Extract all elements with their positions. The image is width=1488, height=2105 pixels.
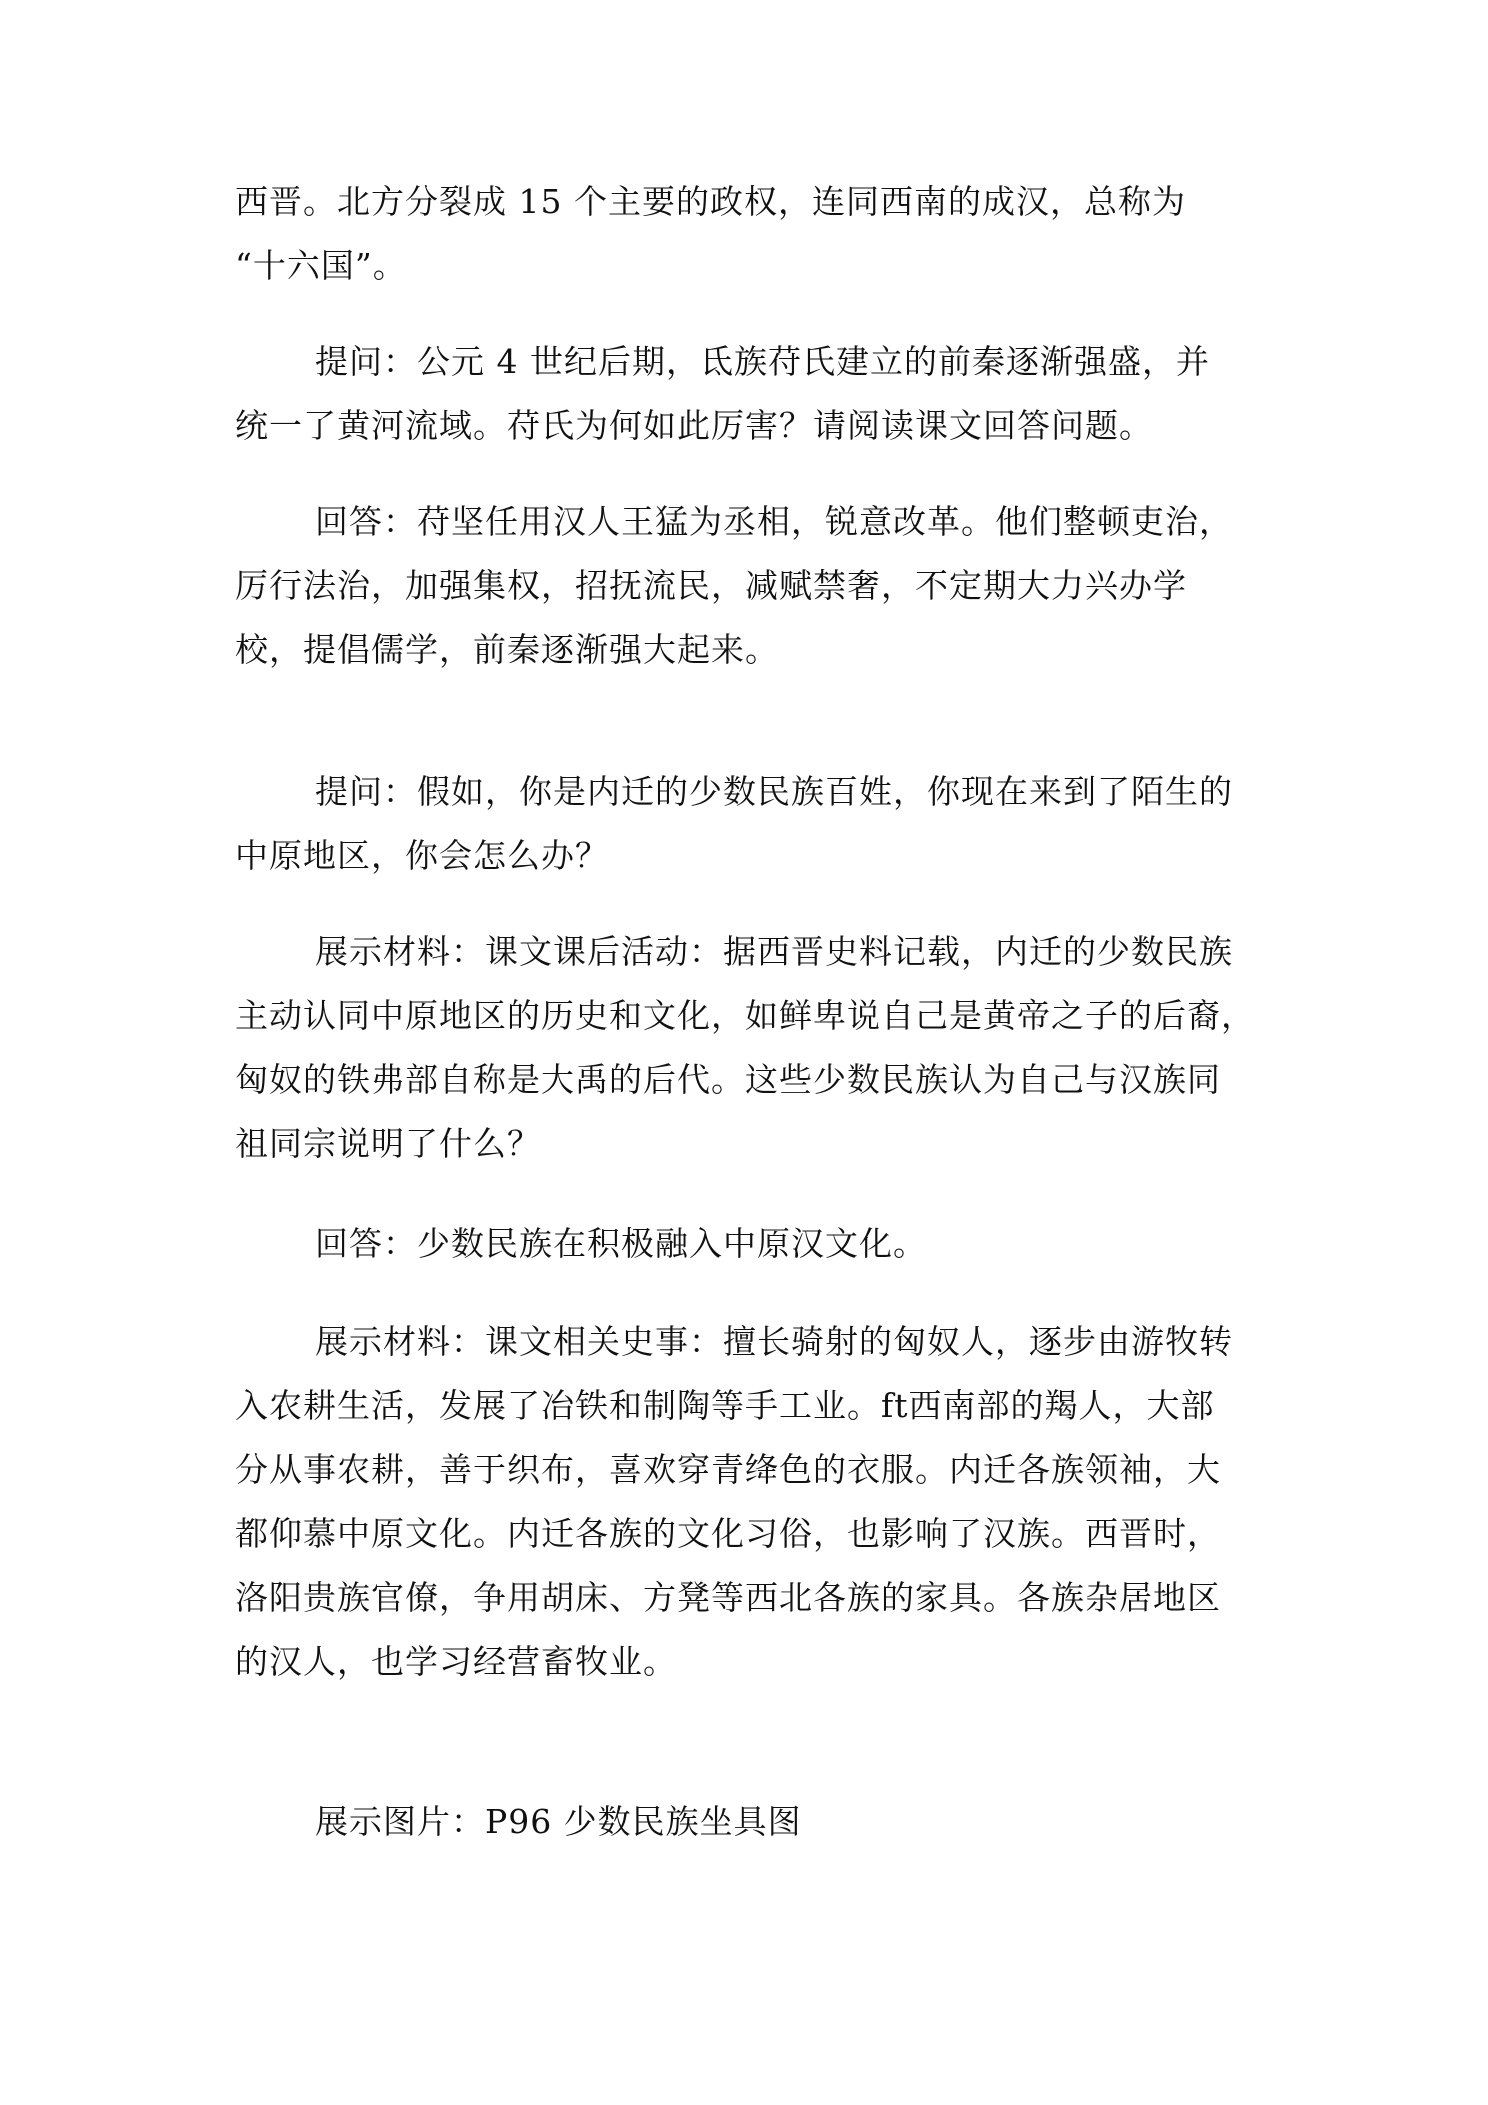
text-line: 都仰慕中原文化。内迁各族的文化习俗，也影响了汉族。西晋时， [235, 1514, 1221, 1553]
text-line: 厉行法治，加强集权，招抚流民，减赋禁奢，不定期大力兴办学 [235, 566, 1187, 605]
text-line: 回答：苻坚任用汉人王猛为丞相，锐意改革。他们整顿吏治， [315, 502, 1233, 541]
text-line: 展示材料：课文相关史事：擅长骑射的匈奴人，逐步由游牧转 [315, 1322, 1233, 1361]
text-line: 统一了黄河流域。苻氏为何如此厉害？请阅读课文回答问题。 [235, 406, 1153, 445]
text-line: 洛阳贵族官僚，争用胡床、方凳等西北各族的家具。各族杂居地区 [235, 1578, 1221, 1617]
text-line: 匈奴的铁弗部自称是大禹的后代。这些少数民族认为自己与汉族同 [235, 1060, 1221, 1099]
paragraph-material-1 [235, 920, 1255, 1176]
text-line: 祖同宗说明了什么？ [235, 1124, 541, 1163]
text-line: 中原地区，你会怎么办？ [235, 836, 609, 875]
paragraph-image-note [235, 1790, 1247, 1854]
text-line: 展示材料：课文课后活动：据西晋史料记载，内迁的少数民族 [315, 932, 1233, 971]
text-line: 西晋。北方分裂成 15 个主要的政权，连同西南的成汉，总称为 [235, 182, 1186, 221]
paragraph-answer-1 [235, 490, 1247, 682]
text-line: 入农耕生活，发展了冶铁和制陶等手工业。ft西南部的羯人，大部 [235, 1386, 1215, 1425]
paragraph-intro [235, 170, 1247, 298]
text-line: 展示图片：P96 少数民族坐具图 [315, 1802, 802, 1841]
text-line: 校，提倡儒学，前秦逐渐强大起来。 [235, 630, 779, 669]
text-line: 提问：公元 4 世纪后期，氐族苻氏建立的前秦逐渐强盛，并 [315, 342, 1210, 381]
text-line: 的汉人，也学习经营畜牧业。 [235, 1642, 677, 1681]
paragraph-question-1 [235, 330, 1247, 458]
paragraph-question-2 [235, 760, 1247, 888]
paragraph-answer-2 [235, 1212, 1247, 1276]
text-line: 提问：假如，你是内迁的少数民族百姓，你现在来到了陌生的 [315, 772, 1233, 811]
text-line: “十六国”。 [235, 246, 407, 285]
text-line: 回答：少数民族在积极融入中原汉文化。 [315, 1224, 927, 1263]
paragraph-material-2 [235, 1310, 1247, 1694]
text-line: 分从事农耕，善于织布，喜欢穿青绛色的衣服。内迁各族领袖，大 [235, 1450, 1221, 1489]
text-line: 主动认同中原地区的历史和文化，如鲜卑说自己是黄帝之子的后裔， [235, 996, 1255, 1035]
